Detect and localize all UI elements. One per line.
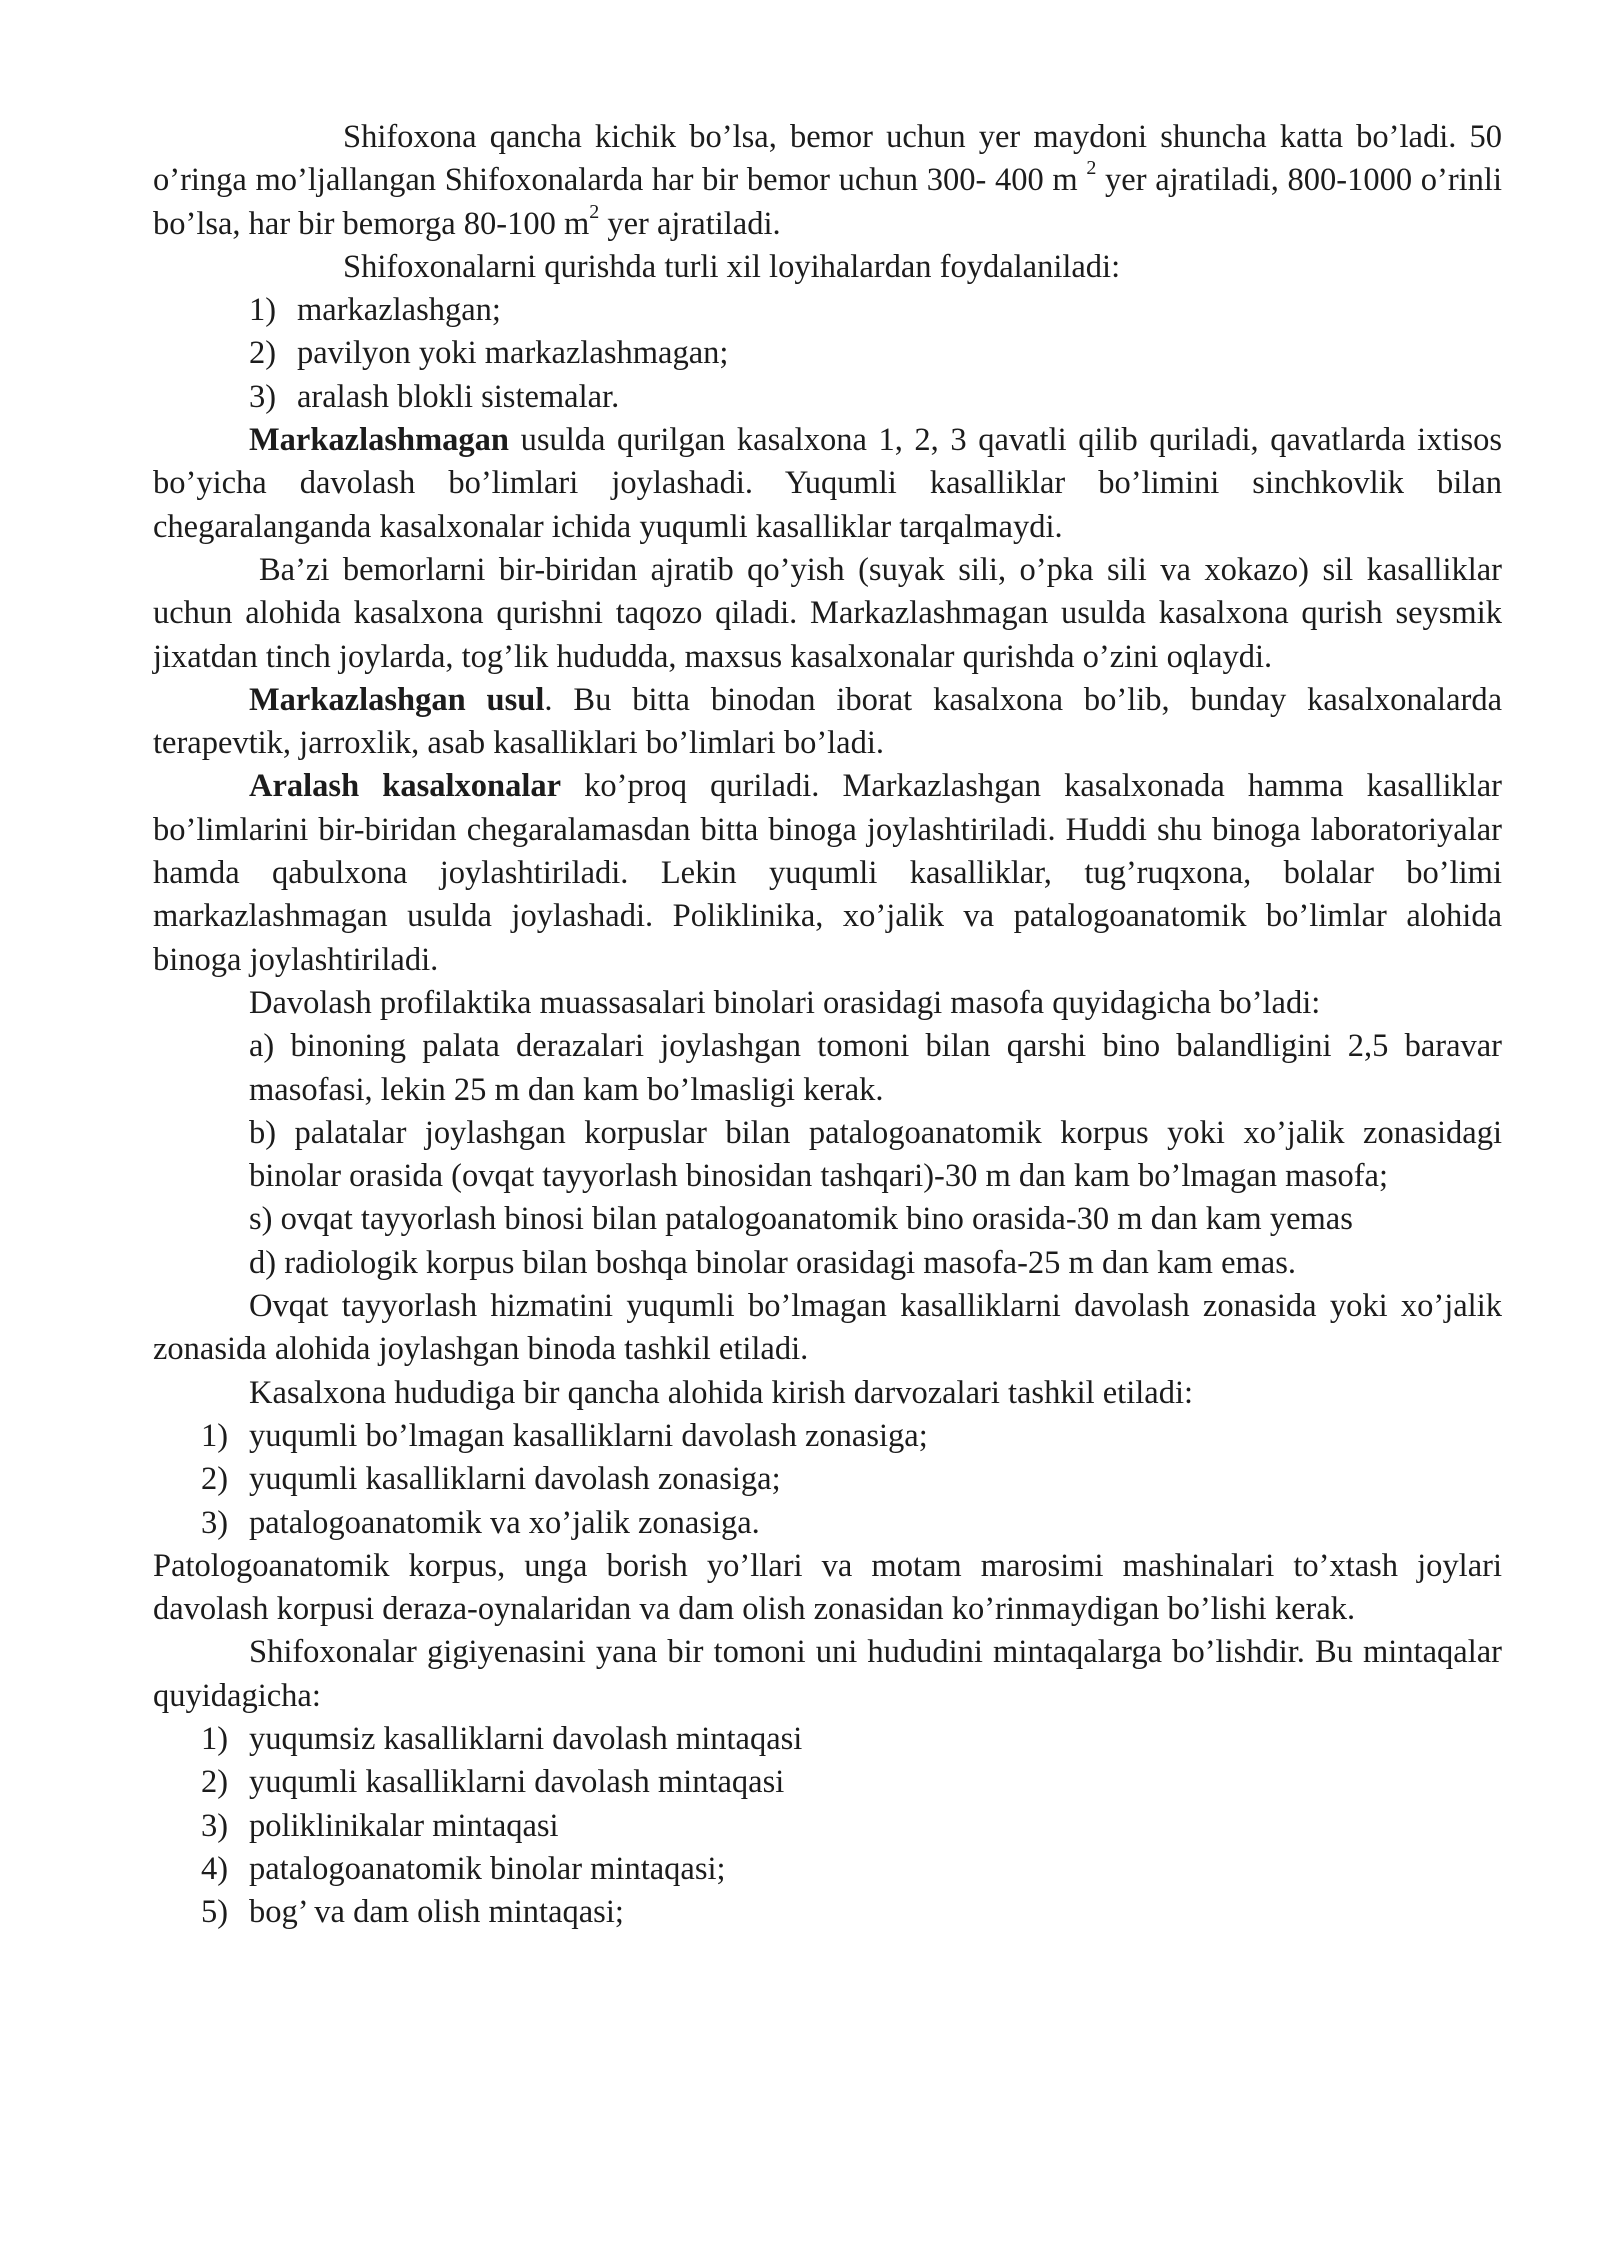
- superscript: 2: [589, 200, 600, 223]
- distance-item-s: s) ovqat tayyorlash binosi bilan patalogoanatomik bino orasida-30 m dan kam yemas: [249, 1201, 1353, 1238]
- paragraph-text: Shifoxona qancha kichik bo’lsa, bemor uchun yer maydoni shuncha katta bo’ladi. 50 o’ringa mo’ljallangan Shifoxonalarda har bir bemor uchun 300- 400 m: [153, 119, 1502, 199]
- paragraph-food-service: Ovqat tayyorlash hizmatini yuqumli bo’lmagan kasalliklarni davolash zonasida yoki xo’jalik zonasida alohida joylashgan binoda tashkil etiladi.: [153, 1288, 1502, 1368]
- list-item: [153, 1718, 1502, 1761]
- paragraph-isolation: Ba’zi bemorlarni bir-biridan ajratib qo’yish (suyak sili, o’pka sili va xokazo) sil kasalliklar uchun alohida kasalxona qurishni taqozo qiladi. Markazlashmagan usulda kasalxona qurish seysmik jixatdan tinch joylarda, tog’lik hududda, maxsus kasalxonalar qurishda o’zini oqlaydi.: [153, 551, 1502, 675]
- list-text: yuqumli kasalliklarni davolash zonasiga;: [249, 1461, 781, 1498]
- paragraph-pathology-corpus: Patologoanatomik korpus, unga borish yo’llari va motam marosimi mashinalari to’xtash joylari davolash korpusi deraza-oynalaridan va dam olish zonasidan ko’rinmaydigan bo’lishi kerak.: [153, 1547, 1502, 1628]
- list-project-types: [153, 289, 1502, 419]
- paragraph-text: ko’proq quriladi. Markazlashgan kasalxonada hamma kasalliklar bo’limlarini bir-biridan chegaralamasdan bitta binoga joylashtiriladi. Huddi shu binoga laboratoriyalar hamda qabulxona joylashtiriladi. Lekin yuqumli kasalliklar, tug’ruqxona, bolalar bo’limi markazlashmagan usulda joylashadi. Poliklinika, xo’jalik va patalogoanatomik bo’limlar alohida binoga joylashtiriladi.: [153, 768, 1502, 978]
- paragraph-text: yer ajratiladi.: [599, 205, 781, 242]
- list-item: [153, 332, 1502, 375]
- list-text: yuqumli bo’lmagan kasalliklarni davolash zonasiga;: [249, 1417, 928, 1454]
- list-item: [153, 376, 1502, 419]
- paragraph-project-types: Shifoxonalarni qurishda turli xil loyihalardan foydalaniladi:: [343, 248, 1121, 285]
- list-text: yuqumli kasalliklarni davolash mintaqasi: [249, 1764, 785, 1801]
- paragraph-text: yer ajratiladi, 800-1000 o’rinli bo’lsa, har bir bemorga 80-100 m: [153, 162, 1502, 242]
- paragraph-centralized: [153, 679, 1502, 766]
- list-text: poliklinikalar mintaqasi: [249, 1807, 559, 1844]
- distance-item-d: d) radiologik korpus bilan boshqa binolar orasidagi masofa-25 m dan kam emas.: [249, 1244, 1296, 1281]
- list-number: 1): [201, 1720, 229, 1757]
- list-zones: [153, 1718, 1502, 1934]
- list-number: 2): [201, 1764, 229, 1801]
- bold-term: Markazlashgan usul: [249, 681, 545, 718]
- list-number: 1): [201, 1417, 229, 1454]
- list-number: 3): [201, 1504, 229, 1541]
- distance-item-a: a) binoning palata derazalari joylashgan tomoni bilan qarshi bino balandligini 2,5 baravar masofasi, lekin 25 m dan kam bo’lmasligi kerak.: [249, 1028, 1502, 1108]
- paragraph-text: usulda qurilgan kasalxona 1, 2, 3 qavatli qilib quriladi, qavatlarda ixtisos bo’yicha davolash bo’limlari joylashadi. Yuqumli kasalliklar bo’limini sinchkovlik bilan chegaralanganda kasalxonalar ichida yuqumli kasalliklar tarqalmaydi.: [153, 422, 1502, 545]
- list-number: 4): [201, 1850, 229, 1887]
- distance-item-b: b) palatalar joylashgan korpuslar bilan patalogoanatomik korpus yoki xo’jalik zonasidagi binolar orasida (ovqat tayyorlash binosidan tashqari)-30 m dan kam bo’lmagan masofa;: [249, 1114, 1502, 1195]
- list-item: [153, 1891, 1502, 1934]
- list-item: [153, 1458, 1502, 1501]
- list-number: 3): [249, 378, 277, 415]
- list-gates: [153, 1415, 1502, 1545]
- paragraph-decentralized: [153, 419, 1502, 549]
- list-text: patalogoanatomik binolar mintaqasi;: [249, 1850, 726, 1887]
- list-item: [153, 1761, 1502, 1804]
- bold-term: Markazlashmagan: [249, 422, 509, 459]
- list-number: 3): [201, 1807, 229, 1844]
- list-item: [153, 1415, 1502, 1458]
- list-text: yuqumsiz kasalliklarni davolash mintaqasi: [249, 1720, 803, 1757]
- bold-term: Aralash kasalxonalar: [249, 768, 562, 805]
- list-text: pavilyon yoki markazlashmagan;: [297, 335, 729, 372]
- list-item: [153, 1805, 1502, 1848]
- list-number: 2): [249, 335, 277, 372]
- list-text: patalogoanatomik va xo’jalik zonasiga.: [249, 1504, 760, 1541]
- list-item: [153, 1848, 1502, 1891]
- paragraph-land-area: [153, 116, 1502, 246]
- superscript: 2: [1086, 157, 1097, 180]
- paragraph-zoning: Shifoxonalar gigiyenasini yana bir tomoni uni hududini mintaqalarga bo’lishdir. Bu mintaqalar quyidagicha:: [153, 1634, 1502, 1714]
- list-item: [153, 1502, 1502, 1545]
- list-number: 5): [201, 1894, 229, 1931]
- list-text: aralash blokli sistemalar.: [297, 378, 620, 415]
- paragraph-distances-intro: Davolash profilaktika muassasalari binolari orasidagi masofa quyidagicha bo’ladi:: [249, 984, 1321, 1021]
- paragraph-mixed: [153, 765, 1502, 981]
- list-number: 2): [201, 1461, 229, 1498]
- list-item: [153, 289, 1502, 332]
- paragraph-text: . Bu bitta binodan iborat kasalxona bo’lib, bunday kasalxonalarda terapevtik, jarroxlik, asab kasalliklari bo’limlari bo’ladi.: [153, 681, 1502, 762]
- list-text: bog’ va dam olish mintaqasi;: [249, 1894, 624, 1931]
- list-number: 1): [249, 292, 277, 329]
- list-text: markazlashgan;: [297, 292, 501, 329]
- paragraph-gates: Kasalxona hududiga bir qancha alohida kirish darvozalari tashkil etiladi:: [249, 1374, 1194, 1411]
